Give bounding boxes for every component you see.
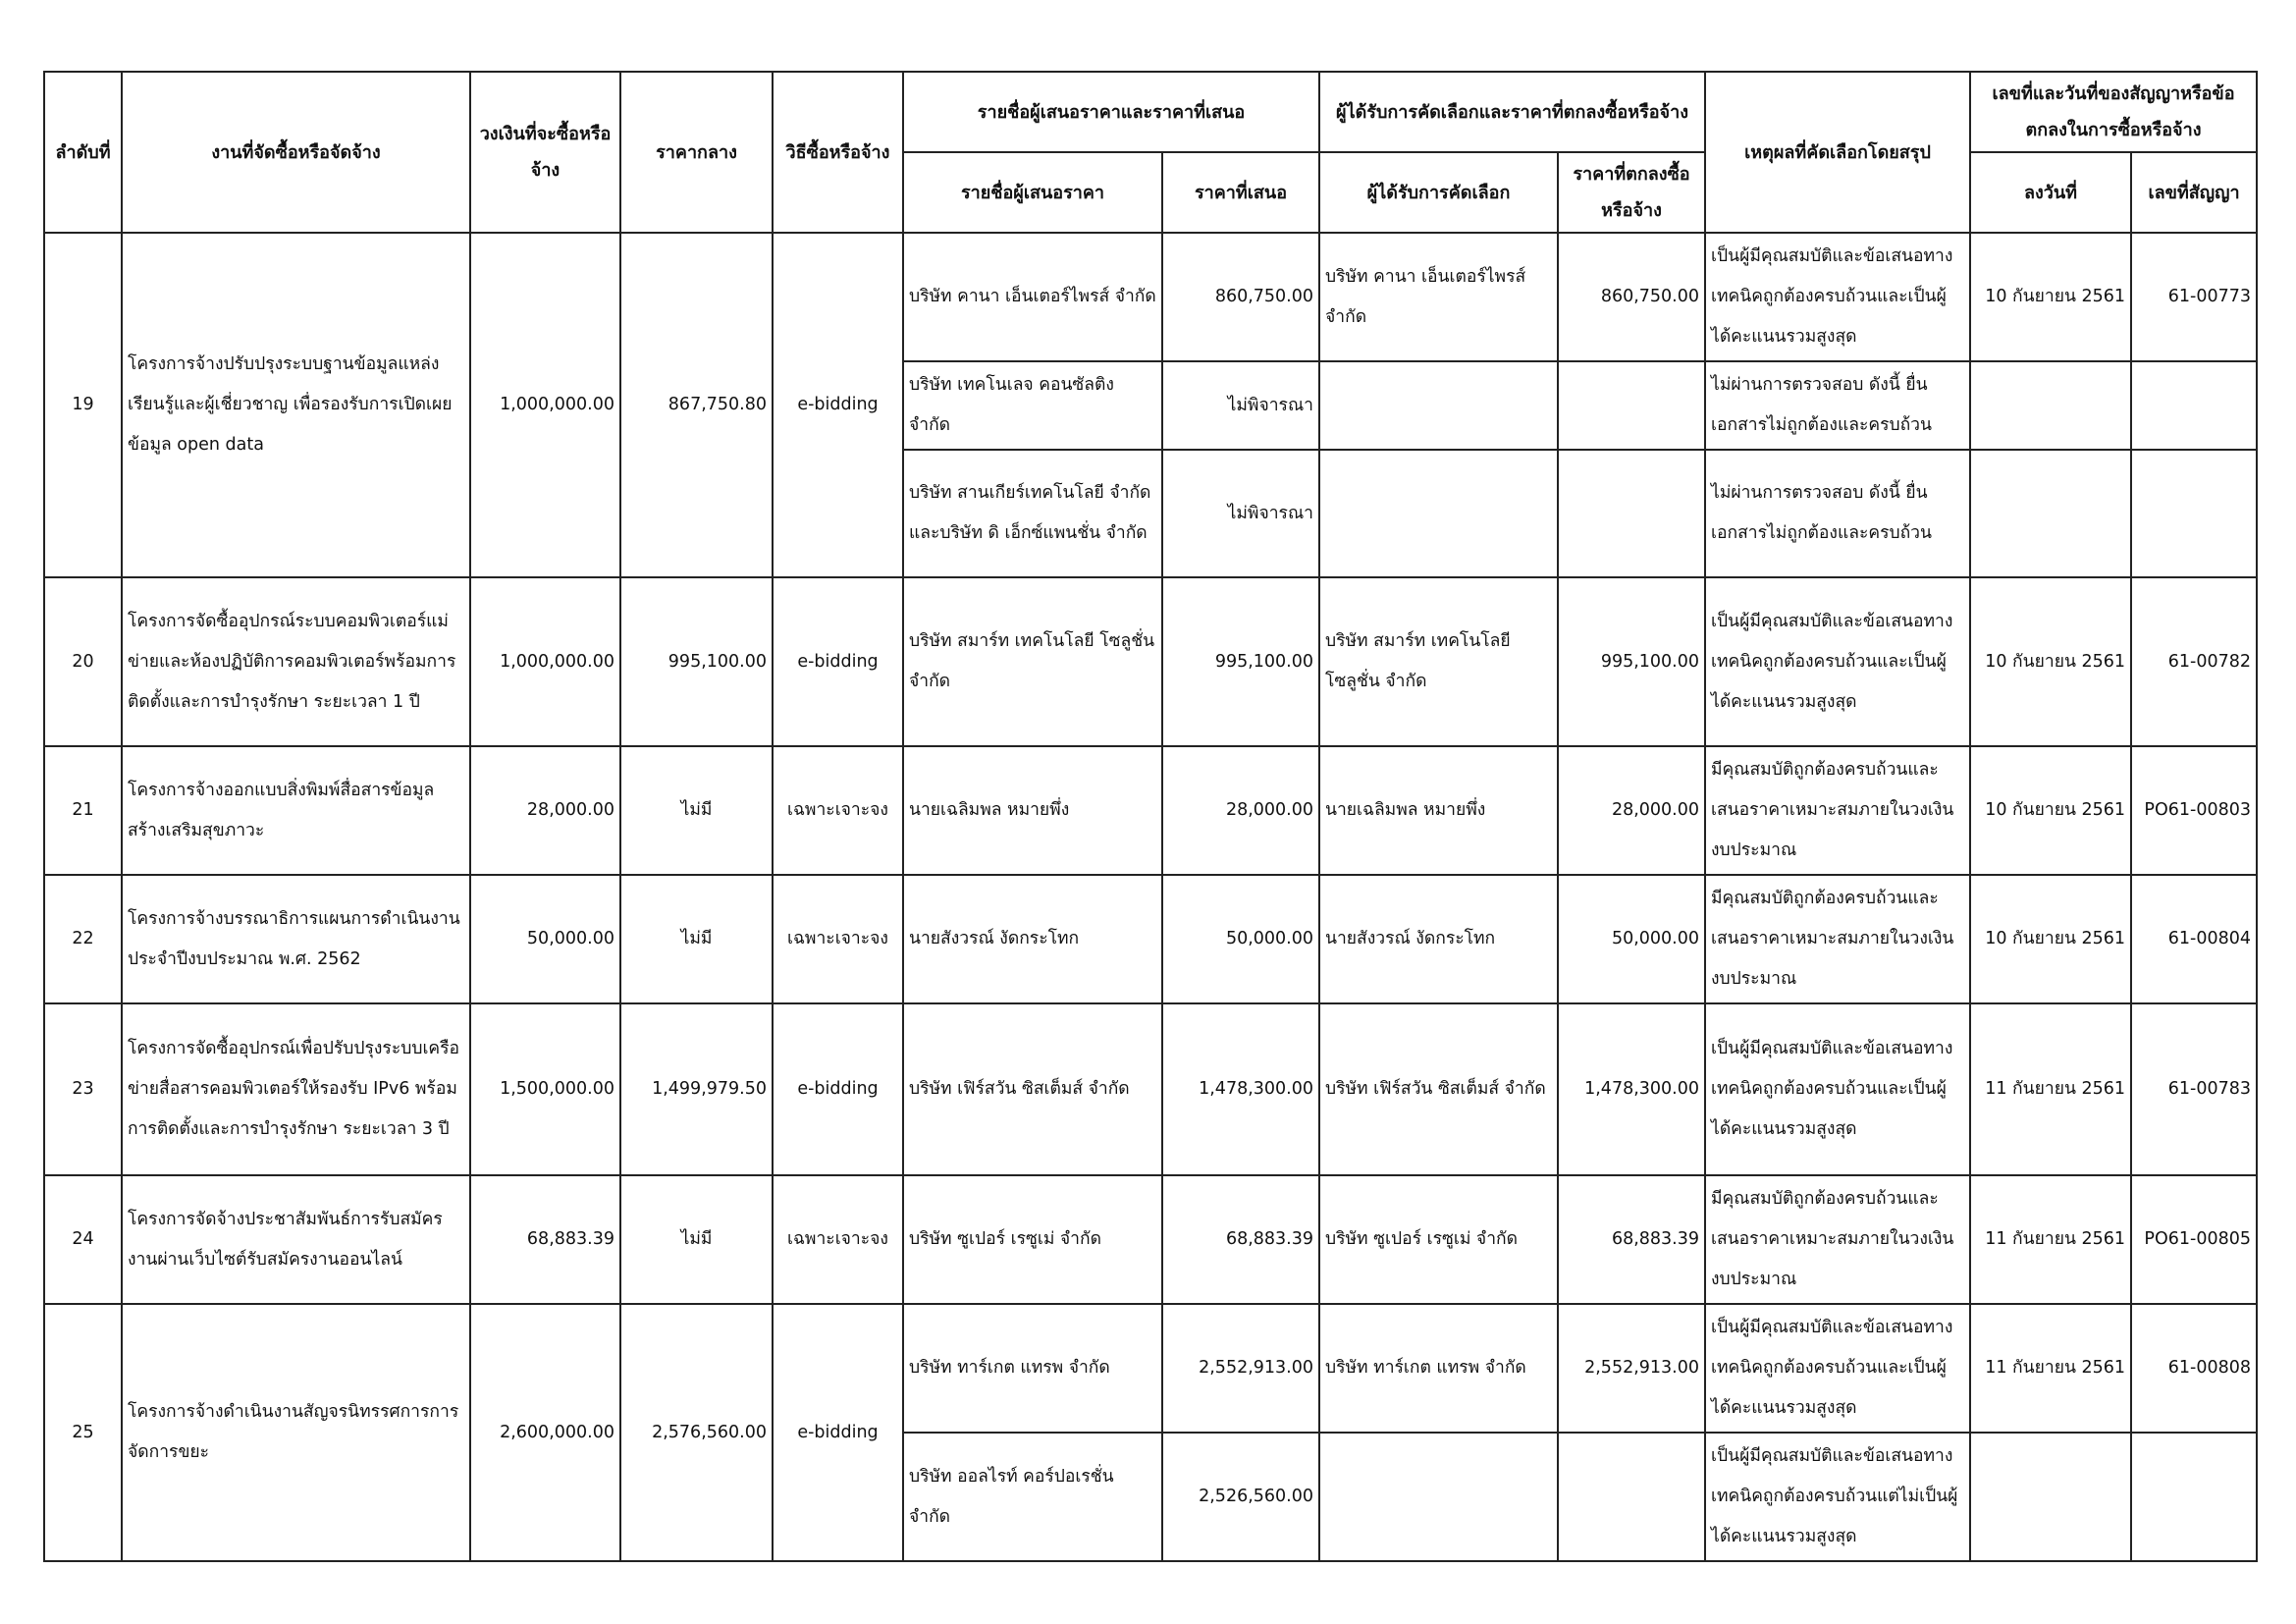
cell-bid-price: 50,000.00 (1162, 875, 1319, 1003)
cell-reason: เป็นผู้มีคุณสมบัติและข้อเสนอทางเทคนิคถูกต้องครบถ้วนและเป็นผู้ได้คะแนนรวมสูงสุด (1705, 233, 1970, 361)
cell-seq: 20 (44, 577, 122, 746)
cell-reason: เป็นผู้มีคุณสมบัติและข้อเสนอทางเทคนิคถูกต้องครบถ้วนและเป็นผู้ได้คะแนนรวมสูงสุด (1705, 577, 1970, 746)
table-row (44, 875, 2257, 1003)
cell-agreed-price (1558, 361, 1705, 450)
cell-contract-no (2131, 450, 2257, 577)
cell-work: โครงการจ้างปรับปรุงระบบฐานข้อมูลแหล่งเรียนรู้และผู้เชี่ยวชาญ เพื่อรองรับการเปิดเผยข้อมูล open data (122, 233, 470, 577)
cell-reason: เป็นผู้มีคุณสมบัติและข้อเสนอทางเทคนิคถูกต้องครบถ้วนและเป็นผู้ได้คะแนนรวมสูงสุด (1705, 1003, 1970, 1175)
cell-agreed-price: 28,000.00 (1558, 746, 1705, 875)
cell-bidder: บริษัท คานา เอ็นเตอร์ไพรส์ จำกัด (903, 233, 1162, 361)
cell-reason: มีคุณสมบัติถูกต้องครบถ้วนและเสนอราคาเหมาะสมภายในวงเงินงบประมาณ (1705, 875, 1970, 1003)
cell-contract-no: 61-00808 (2131, 1304, 2257, 1433)
cell-seq: 23 (44, 1003, 122, 1175)
cell-agreed-price: 50,000.00 (1558, 875, 1705, 1003)
cell-seq: 22 (44, 875, 122, 1003)
cell-contract-no: 61-00773 (2131, 233, 2257, 361)
header-contract-date: ลงวันที่ (1970, 152, 2131, 233)
cell-work: โครงการจัดซื้ออุปกรณ์ระบบคอมพิวเตอร์แม่ข่ายและห้องปฏิบัติการคอมพิวเตอร์พร้อมการติดตั้งและการบำรุงรักษา ระยะเวลา 1 ปี (122, 577, 470, 746)
cell-method: เฉพาะเจาะจง (773, 875, 903, 1003)
cell-median: ไม่มี (620, 746, 773, 875)
table-body (44, 233, 2257, 1561)
cell-method: e-bidding (773, 233, 903, 577)
cell-contract-no: PO61-00803 (2131, 746, 2257, 875)
table-row (44, 1304, 2257, 1433)
cell-agreed-price: 860,750.00 (1558, 233, 1705, 361)
cell-selected: บริษัท ทาร์เกต แทรพ จำกัด (1319, 1304, 1558, 1433)
cell-reason: เป็นผู้มีคุณสมบัติและข้อเสนอทางเทคนิคถูกต้องครบถ้วนและเป็นผู้ได้คะแนนรวมสูงสุด (1705, 1304, 1970, 1433)
header-median-price: ราคากลาง (620, 72, 773, 233)
cell-selected: บริษัท สมาร์ท เทคโนโลยี โซลูชั่น จำกัด (1319, 577, 1558, 746)
cell-contract-no: 61-00782 (2131, 577, 2257, 746)
header-agreed-price: ราคาที่ตกลงซื้อหรือจ้าง (1558, 152, 1705, 233)
cell-bid-price: 28,000.00 (1162, 746, 1319, 875)
cell-bidder: บริษัท สมาร์ท เทคโนโลยี โซลูชั่น จำกัด (903, 577, 1162, 746)
cell-median: ไม่มี (620, 1175, 773, 1304)
header-bid-price: ราคาที่เสนอ (1162, 152, 1319, 233)
cell-contract-date (1970, 361, 2131, 450)
cell-budget: 2,600,000.00 (470, 1304, 620, 1561)
cell-agreed-price: 2,552,913.00 (1558, 1304, 1705, 1433)
cell-bidder: บริษัท ออลไรท์ คอร์ปอเรชั่น จำกัด (903, 1433, 1162, 1561)
cell-bid-price: ไม่พิจารณา (1162, 361, 1319, 450)
cell-contract-no (2131, 1433, 2257, 1561)
header-seq: ลำดับที่ (44, 72, 122, 233)
cell-bid-price: 2,552,913.00 (1162, 1304, 1319, 1433)
cell-selected: บริษัท เฟิร์สวัน ซิสเต็มส์ จำกัด (1319, 1003, 1558, 1175)
cell-median: 2,576,560.00 (620, 1304, 773, 1561)
cell-work: โครงการจ้างบรรณาธิการแผนการดำเนินงานประจำปีงบประมาณ พ.ศ. 2562 (122, 875, 470, 1003)
procurement-table (43, 71, 2258, 1562)
header-method: วิธีซื้อหรือจ้าง (773, 72, 903, 233)
cell-agreed-price (1558, 1433, 1705, 1561)
cell-selected (1319, 450, 1558, 577)
cell-bidder: บริษัท ทาร์เกต แทรพ จำกัด (903, 1304, 1162, 1433)
cell-bid-price: ไม่พิจารณา (1162, 450, 1319, 577)
cell-budget: 68,883.39 (470, 1175, 620, 1304)
cell-contract-no (2131, 361, 2257, 450)
cell-budget: 50,000.00 (470, 875, 620, 1003)
header-contract-group: เลขที่และวันที่ของสัญญาหรือข้อตกลงในการซื้อหรือจ้าง (1970, 72, 2257, 152)
header-selected-name: ผู้ได้รับการคัดเลือก (1319, 152, 1558, 233)
cell-contract-date: 11 กันยายน 2561 (1970, 1003, 2131, 1175)
cell-work: โครงการจัดจ้างประชาสัมพันธ์การรับสมัครงานผ่านเว็บไซต์รับสมัครงานออนไลน์ (122, 1175, 470, 1304)
cell-bid-price: 1,478,300.00 (1162, 1003, 1319, 1175)
header-selected-group: ผู้ได้รับการคัดเลือกและราคาที่ตกลงซื้อหรือจ้าง (1319, 72, 1705, 152)
cell-reason: มีคุณสมบัติถูกต้องครบถ้วนและเสนอราคาเหมาะสมภายในวงเงินงบประมาณ (1705, 1175, 1970, 1304)
cell-seq: 24 (44, 1175, 122, 1304)
table-row (44, 577, 2257, 746)
cell-work: โครงการจัดซื้ออุปกรณ์เพื่อปรับปรุงระบบเครือข่ายสื่อสารคอมพิวเตอร์ให้รองรับ IPv6 พร้อมการติดตั้งและการบำรุงรักษา ระยะเวลา 3 ปี (122, 1003, 470, 1175)
header-bidders-group: รายชื่อผู้เสนอราคาและราคาที่เสนอ (903, 72, 1319, 152)
cell-selected (1319, 1433, 1558, 1561)
cell-agreed-price (1558, 450, 1705, 577)
cell-bidder: บริษัท เฟิร์สวัน ซิสเต็มส์ จำกัด (903, 1003, 1162, 1175)
cell-selected: บริษัท คานา เอ็นเตอร์ไพรส์ จำกัด (1319, 233, 1558, 361)
cell-work: โครงการจ้างดำเนินงานสัญจรนิทรรศการการจัดการขยะ (122, 1304, 470, 1561)
cell-contract-date: 10 กันยายน 2561 (1970, 875, 2131, 1003)
cell-reason: มีคุณสมบัติถูกต้องครบถ้วนและเสนอราคาเหมาะสมภายในวงเงินงบประมาณ (1705, 746, 1970, 875)
cell-budget: 1,500,000.00 (470, 1003, 620, 1175)
cell-bidder: นายเฉลิมพล หมายพึ่ง (903, 746, 1162, 875)
cell-method: เฉพาะเจาะจง (773, 1175, 903, 1304)
cell-selected: บริษัท ซูเปอร์ เรซูเม่ จำกัด (1319, 1175, 1558, 1304)
table-row (44, 746, 2257, 875)
cell-contract-date (1970, 1433, 2131, 1561)
cell-bid-price: 68,883.39 (1162, 1175, 1319, 1304)
cell-bid-price: 860,750.00 (1162, 233, 1319, 361)
cell-median: 1,499,979.50 (620, 1003, 773, 1175)
cell-method: e-bidding (773, 577, 903, 746)
cell-agreed-price: 1,478,300.00 (1558, 1003, 1705, 1175)
cell-median: ไม่มี (620, 875, 773, 1003)
cell-median: 867,750.80 (620, 233, 773, 577)
header-bidder-name: รายชื่อผู้เสนอราคา (903, 152, 1162, 233)
cell-agreed-price: 995,100.00 (1558, 577, 1705, 746)
cell-contract-date (1970, 450, 2131, 577)
cell-selected: นายเฉลิมพล หมายพึ่ง (1319, 746, 1558, 875)
cell-seq: 21 (44, 746, 122, 875)
header-budget: วงเงินที่จะซื้อหรือจ้าง (470, 72, 620, 233)
cell-bid-price: 2,526,560.00 (1162, 1433, 1319, 1561)
table-row (44, 1175, 2257, 1304)
cell-reason: ไม่ผ่านการตรวจสอบ ดังนี้ ยื่นเอกสารไม่ถูกต้องและครบถ้วน (1705, 361, 1970, 450)
cell-contract-no: 61-00804 (2131, 875, 2257, 1003)
cell-median: 995,100.00 (620, 577, 773, 746)
cell-contract-no: 61-00783 (2131, 1003, 2257, 1175)
cell-contract-no: PO61-00805 (2131, 1175, 2257, 1304)
cell-bid-price: 995,100.00 (1162, 577, 1319, 746)
header-contract-no: เลขที่สัญญา (2131, 152, 2257, 233)
cell-contract-date: 11 กันยายน 2561 (1970, 1175, 2131, 1304)
cell-contract-date: 10 กันยายน 2561 (1970, 233, 2131, 361)
cell-budget: 1,000,000.00 (470, 577, 620, 746)
cell-method: e-bidding (773, 1304, 903, 1561)
header-row-top (44, 72, 2257, 152)
cell-contract-date: 10 กันยายน 2561 (1970, 577, 2131, 746)
header-work: งานที่จัดซื้อหรือจัดจ้าง (122, 72, 470, 233)
cell-method: e-bidding (773, 1003, 903, 1175)
cell-bidder: นายสังวรณ์ งัดกระโทก (903, 875, 1162, 1003)
cell-bidder: บริษัท สานเกียร์เทคโนโลยี จำกัด และบริษัท ดิ เอ็กซ์แพนชั่น จำกัด (903, 450, 1162, 577)
header-reason: เหตุผลที่คัดเลือกโดยสรุป (1705, 72, 1970, 233)
cell-method: เฉพาะเจาะจง (773, 746, 903, 875)
table-row (44, 233, 2257, 361)
cell-seq: 25 (44, 1304, 122, 1561)
cell-reason: เป็นผู้มีคุณสมบัติและข้อเสนอทางเทคนิคถูกต้องครบถ้วนแต่ไม่เป็นผู้ได้คะแนนรวมสูงสุด (1705, 1433, 1970, 1561)
cell-bidder: บริษัท ซูเปอร์ เรซูเม่ จำกัด (903, 1175, 1162, 1304)
cell-seq: 19 (44, 233, 122, 577)
cell-contract-date: 11 กันยายน 2561 (1970, 1304, 2131, 1433)
cell-agreed-price: 68,883.39 (1558, 1175, 1705, 1304)
cell-budget: 28,000.00 (470, 746, 620, 875)
table-row (44, 1003, 2257, 1175)
cell-budget: 1,000,000.00 (470, 233, 620, 577)
cell-selected (1319, 361, 1558, 450)
cell-contract-date: 10 กันยายน 2561 (1970, 746, 2131, 875)
cell-selected: นายสังวรณ์ งัดกระโทก (1319, 875, 1558, 1003)
cell-reason: ไม่ผ่านการตรวจสอบ ดังนี้ ยื่นเอกสารไม่ถูกต้องและครบถ้วน (1705, 450, 1970, 577)
cell-work: โครงการจ้างออกแบบสิ่งพิมพ์สื่อสารข้อมูลสร้างเสริมสุขภาวะ (122, 746, 470, 875)
cell-bidder: บริษัท เทคโนเลจ คอนซัลติง จำกัด (903, 361, 1162, 450)
